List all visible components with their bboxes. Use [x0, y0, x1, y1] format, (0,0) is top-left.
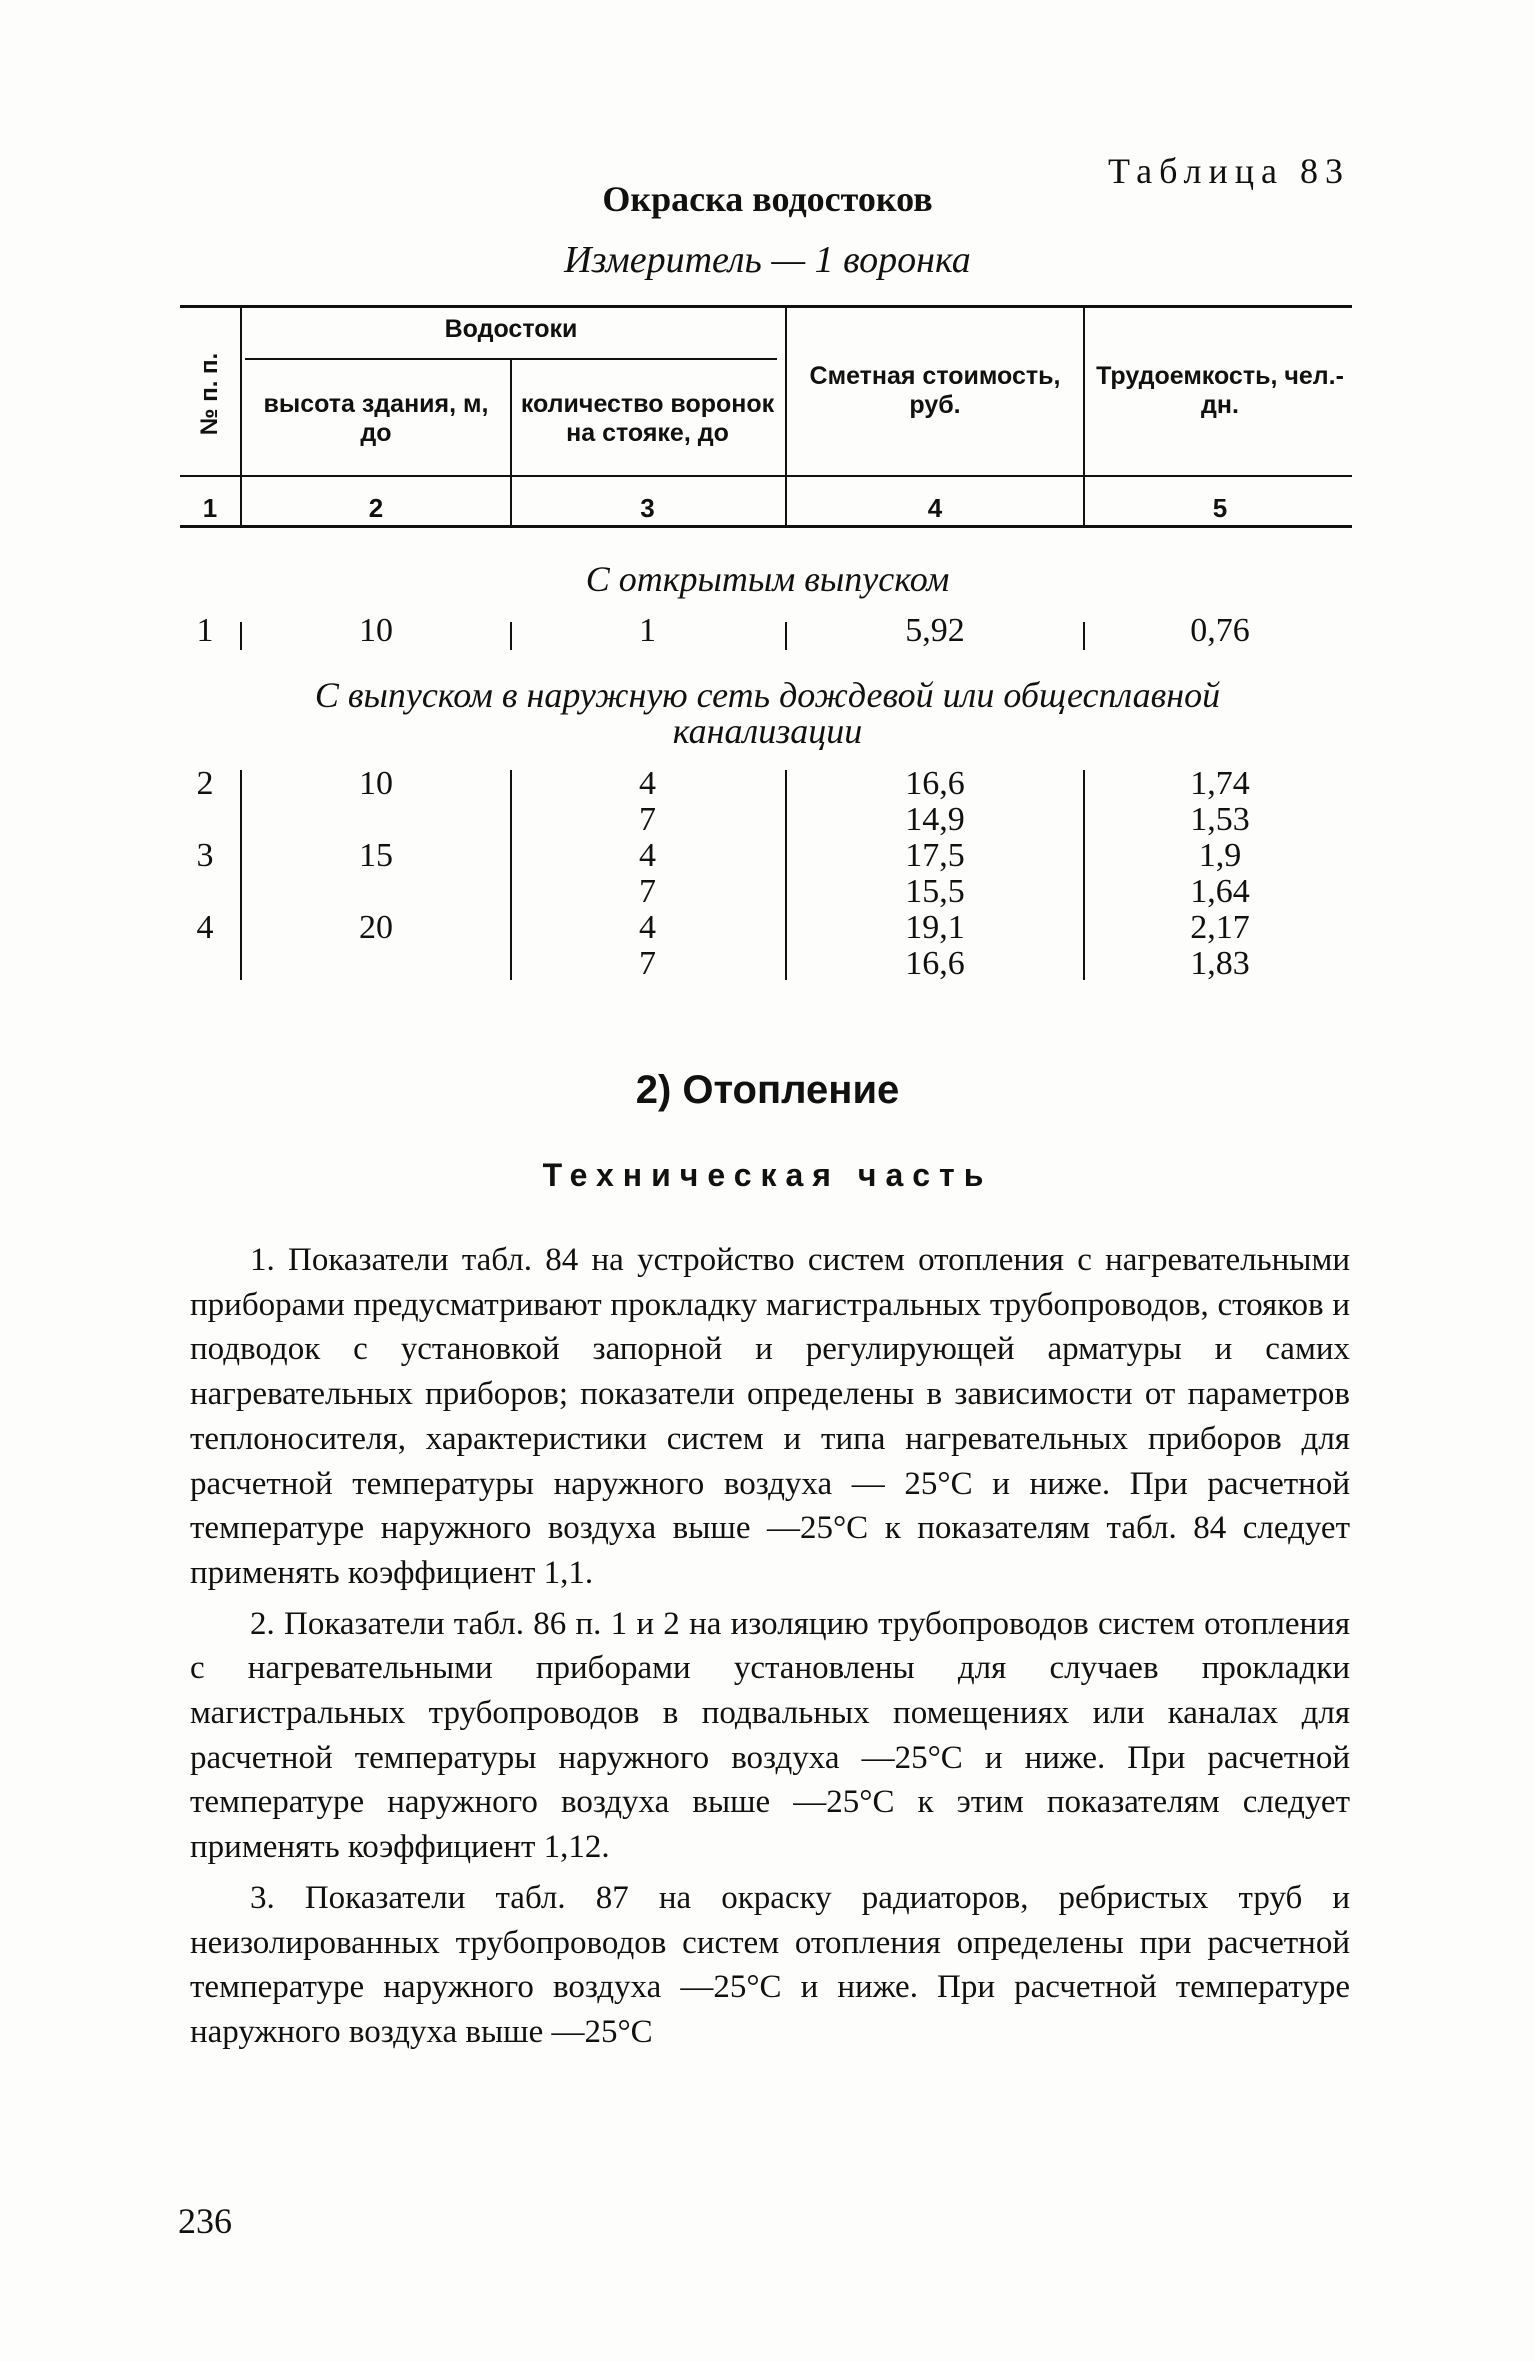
- row1-divider: [1083, 622, 1085, 650]
- body-divider-4: [1083, 770, 1085, 980]
- col-number-5: 5: [1212, 493, 1228, 523]
- row3-cost-b: 15,5: [905, 873, 965, 910]
- paragraph-3: 3. Показатели табл. 87 на окраску радиаторов, ребристых труб и неизолированных трубопроводов систем отопления определены при расчетной температуре наружного воздуха —25°С и ниже. При расчетной температуре наружного воздуха выше —25°С: [190, 1879, 1350, 2050]
- section-heading: 2) Отопление: [635, 1068, 900, 1112]
- table-measure: Измеритель — 1 воронка: [564, 239, 971, 281]
- table-top-rule: [180, 305, 1352, 308]
- row4-funnels-a: 4: [639, 909, 656, 946]
- table-number: Таблица 83: [1108, 151, 1350, 191]
- row3-labor-b: 1,64: [1190, 873, 1250, 910]
- col-divider-1: [240, 305, 242, 525]
- row2-cost-a: 16,6: [905, 765, 965, 802]
- col-divider-3: [785, 305, 787, 525]
- section-sewer-outlet: С выпуском в наружную сеть дождевой или общесплавной: [314, 675, 1221, 715]
- row2-funnels-a: 4: [639, 765, 656, 802]
- row3-cost-a: 17,5: [905, 837, 965, 874]
- header-height: высота здания, м, до: [263, 390, 489, 447]
- row1-divider: [240, 622, 242, 650]
- col-number-1: 1: [202, 493, 218, 523]
- paragraph-1: 1. Показатели табл. 84 на устройство систем отопления с нагревательными приборами предусматривают прокладку магистральных трубопроводов, стояков и подводок с установкой запорной и регулирующей арматуры и самих нагревательных приборов; показатели определены в зависимости от параметров теплоносителя, характеристики систем и типа нагревательных приборов для расчетной температуры наружного воздуха — 25°С и ниже. При расчетной температуре наружного воздуха выше —25°С к показателям табл. 84 следует применять коэффициент 1,1.: [190, 1242, 1350, 1591]
- row4-num: 4: [196, 909, 214, 946]
- body-divider-3: [785, 770, 787, 980]
- col-divider-2: [510, 358, 512, 525]
- row3-labor-a: 1,9: [1198, 837, 1242, 874]
- col-divider-4: [1083, 305, 1085, 525]
- row4-cost-a: 19,1: [905, 909, 965, 946]
- body-text: [190, 1238, 1350, 2055]
- row3-height: 15: [359, 837, 393, 874]
- row2-height: 10: [359, 765, 393, 802]
- col-number-4: 4: [927, 493, 943, 523]
- body-divider-1: [240, 770, 242, 980]
- row2-labor-b: 1,53: [1190, 801, 1250, 838]
- table-caption: Окраска водостоков: [602, 179, 933, 219]
- row3-funnels-b: 7: [639, 873, 656, 910]
- header-drains: Водостоки: [444, 315, 578, 343]
- row3-funnels-a: 4: [639, 837, 656, 874]
- page-number: 236: [178, 2201, 232, 2241]
- header-num: № п. п.: [196, 352, 223, 436]
- row1-divider: [510, 622, 512, 650]
- row2-funnels-b: 7: [639, 801, 656, 838]
- header-labor: Трудоемкость, чел.-дн.: [1096, 362, 1344, 419]
- row4-labor-a: 2,17: [1190, 909, 1250, 946]
- row1-cost: 5,92: [905, 612, 965, 649]
- row3-num: 3: [196, 837, 214, 874]
- colnum-bottom-rule: [180, 525, 1352, 528]
- paragraph-2: 2. Показатели табл. 86 п. 1 и 2 на изоляцию трубопроводов систем отопления с нагревательными приборами установлены для случаев прокладки магистральных трубопроводов в подвальных помещениях или каналах для расчетной температуры наружного воздуха —25°С и ниже. При расчетной температуре наружного воздуха выше —25°С к этим показателям следует применять коэффициент 1,12.: [190, 1605, 1350, 1866]
- header-cost: Сметная стоимость, руб.: [809, 362, 1061, 419]
- row4-cost-b: 16,6: [905, 945, 965, 982]
- body-divider-2: [510, 770, 512, 980]
- row1-num: 1: [196, 612, 214, 649]
- row1-height: 10: [359, 612, 393, 649]
- row2-labor-a: 1,74: [1190, 765, 1250, 802]
- header-bottom-rule: [180, 475, 1352, 477]
- row2-cost-b: 14,9: [905, 801, 965, 838]
- row4-labor-b: 1,83: [1190, 945, 1250, 982]
- row1-labor: 0,76: [1190, 612, 1250, 649]
- section-sewer-outlet-cont: канализации: [672, 711, 863, 751]
- row1-divider: [785, 622, 787, 650]
- row2-num: 2: [196, 765, 214, 802]
- row4-funnels-b: 7: [639, 945, 656, 982]
- section-subtitle: Техническая часть: [542, 1157, 993, 1193]
- row1-funnels: 1: [639, 612, 656, 649]
- col-number-2: 2: [368, 493, 384, 523]
- row4-height: 20: [359, 909, 393, 946]
- col-number-3: 3: [640, 493, 655, 523]
- section-open-outlet: С открытым выпуском: [585, 559, 950, 599]
- header-funnels: количество воронок на стояке, до: [520, 390, 775, 447]
